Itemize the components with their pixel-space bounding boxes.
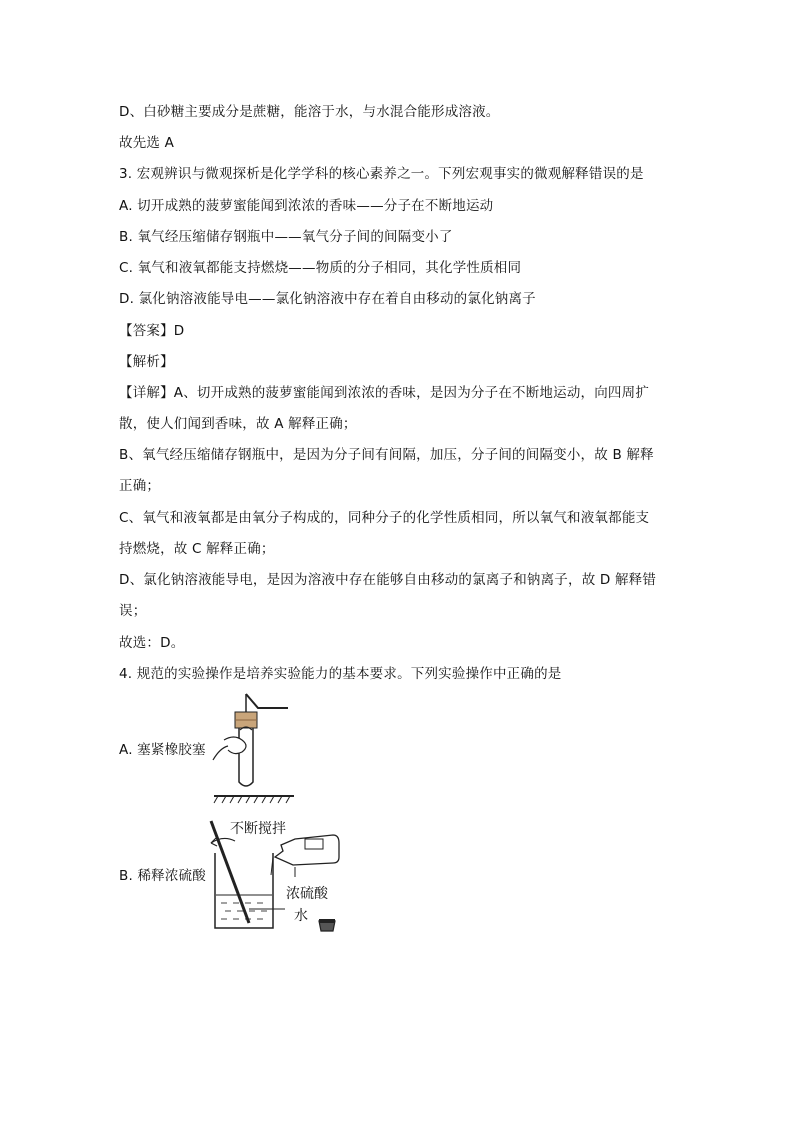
acid-label: 浓硫酸 <box>286 886 328 902</box>
analysis-heading: 【解析】 <box>119 354 174 370</box>
text-line: D、氯化钠溶液能导电，是因为溶液中存在能够自由移动的氯离子和钠离子，故 D 解释错 <box>119 572 657 588</box>
water-label: 水 <box>294 908 308 924</box>
stir-label: 不断搅拌 <box>230 821 286 837</box>
text-line: 【详解】A、切开成熟的菠萝蜜能闻到浓浓的香味，是因为分子在不断地运动，向四周扩 <box>119 385 650 401</box>
text-line: D、白砂糖主要成分是蔗糖，能溶于水，与水混合能形成溶液。 <box>119 104 500 120</box>
question-3-option-a: A. 切开成熟的菠萝蜜能闻到浓浓的香味——分子在不断地运动 <box>119 198 494 214</box>
text-line: 正确； <box>119 478 161 494</box>
text-line: 散，使人们闻到香味，故 A 解释正确； <box>119 416 357 432</box>
stopper-insertion-figure <box>210 690 300 812</box>
question-4-option-b: B. 稀释浓硫酸 <box>119 868 206 884</box>
text-line: B、氧气经压缩储存钢瓶中，是因为分子间有间隔，加压，分子间的间隔变小，故 B 解释 <box>119 447 654 463</box>
answer-heading: 【答案】D <box>119 323 185 339</box>
text-line: C、氧气和液氧都是由氧分子构成的，同种分子的化学性质相同，所以氧气和液氧都能支 <box>119 510 650 526</box>
text-line: 故选：D。 <box>119 635 185 651</box>
text-line: 持燃烧，故 C 解释正确； <box>119 541 275 557</box>
question-4-option-a: A. 塞紧橡胶塞 <box>119 742 206 758</box>
question-4-stem: 4. 规范的实验操作是培养实验能力的基本要求。下列实验操作中正确的是 <box>119 666 562 682</box>
question-3-stem: 3. 宏观辨识与微观探析是化学学科的核心素养之一。下列宏观事实的微观解释错误的是 <box>119 166 644 182</box>
text-line: 故先选 A <box>119 135 175 151</box>
question-3-option-b: B. 氧气经压缩储存钢瓶中——氧气分子间的间隔变小了 <box>119 229 453 245</box>
question-3-option-d: D. 氯化钠溶液能导电——氯化钠溶液中存在着自由移动的氯化钠离子 <box>119 291 536 307</box>
question-3-option-c: C. 氧气和液氧都能支持燃烧——物质的分子相同，其化学性质相同 <box>119 260 522 276</box>
text-line: 误； <box>119 603 147 619</box>
